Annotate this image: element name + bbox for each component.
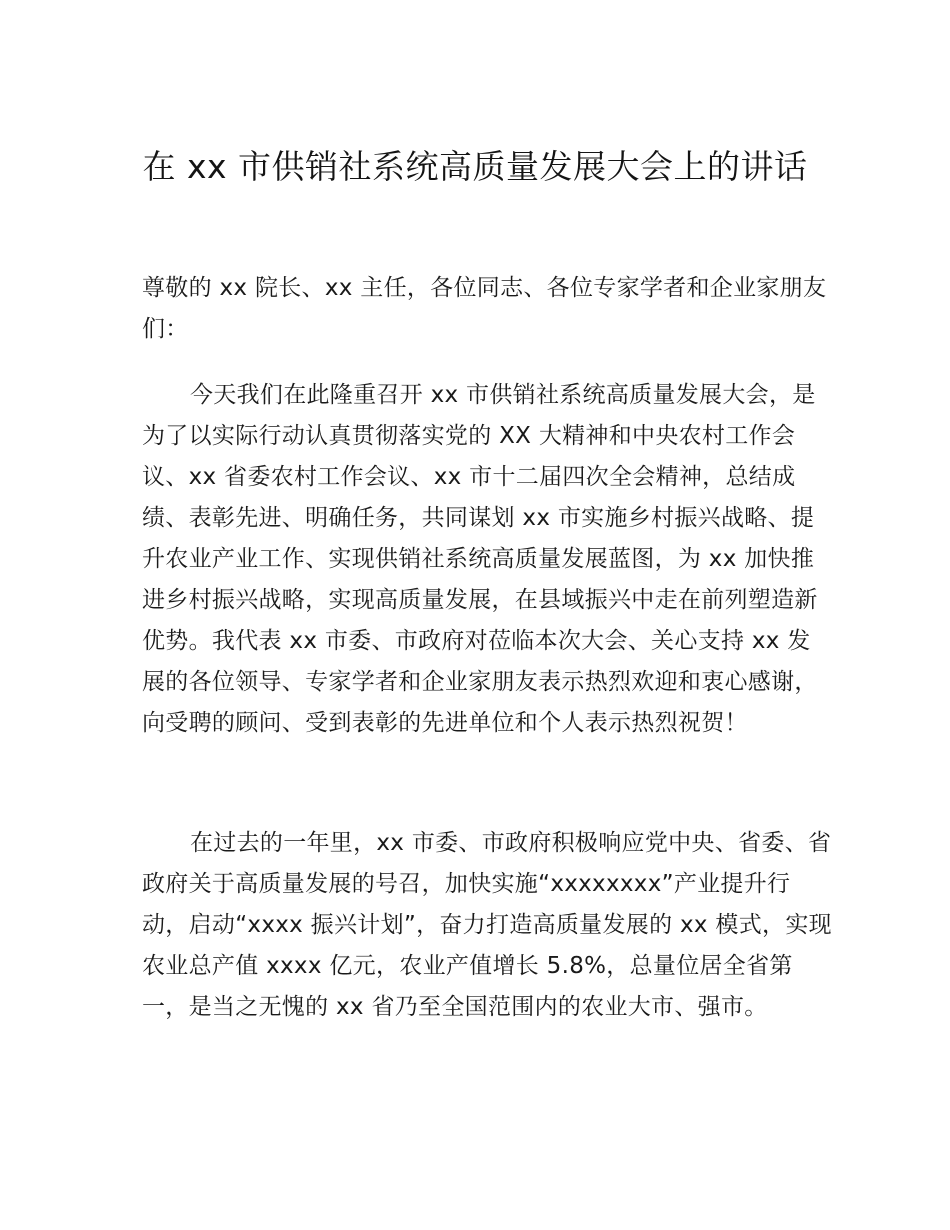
document-title: 在 xx 市供销社系统高质量发展大会上的讲话	[142, 147, 808, 186]
salutation: 尊敬的 xx 院长、xx 主任，各位同志、各位专家学者和企业家朋友们：	[142, 275, 827, 342]
paragraph-2: 在过去的一年里，xx 市委、市政府积极响应党中央、省委、省政府关于高质量发展的号召，加快实施“xxxxxxxx”产业提升行动，启动“xxxx 振兴计划”，奋力打造高质量发展的 xx 模式，实现农业总产值 xxxx 亿元，农业产值增长 5.8%，总量位居全省第一，是当之无愧的 xx 省乃至全国范围内的农业大市、强市。	[142, 830, 832, 1020]
paragraph-1: 今天我们在此隆重召开 xx 市供销社系统高质量发展大会，是为了以实际行动认真贯彻落实党的 XX 大精神和中央农村工作会议、xx 省委农村工作会议、xx 市十二届四次全会精神，总结成绩、表彰先进、明确任务，共同谋划 xx 市实施乡村振兴战略、提升农业产业工作、实现供销社系统高质量发展蓝图，为 xx 加快推进乡村振兴战略，实现高质量发展，在县域振兴中走在前列塑造新优势。我代表 xx 市委、市政府对莅临本次大会、关心支持 xx 发展的各位领导、专家学者和企业家朋友表示热烈欢迎和衷心感谢，向受聘的顾问、受到表彰的先进单位和个人表示热烈祝贺！	[142, 382, 818, 736]
